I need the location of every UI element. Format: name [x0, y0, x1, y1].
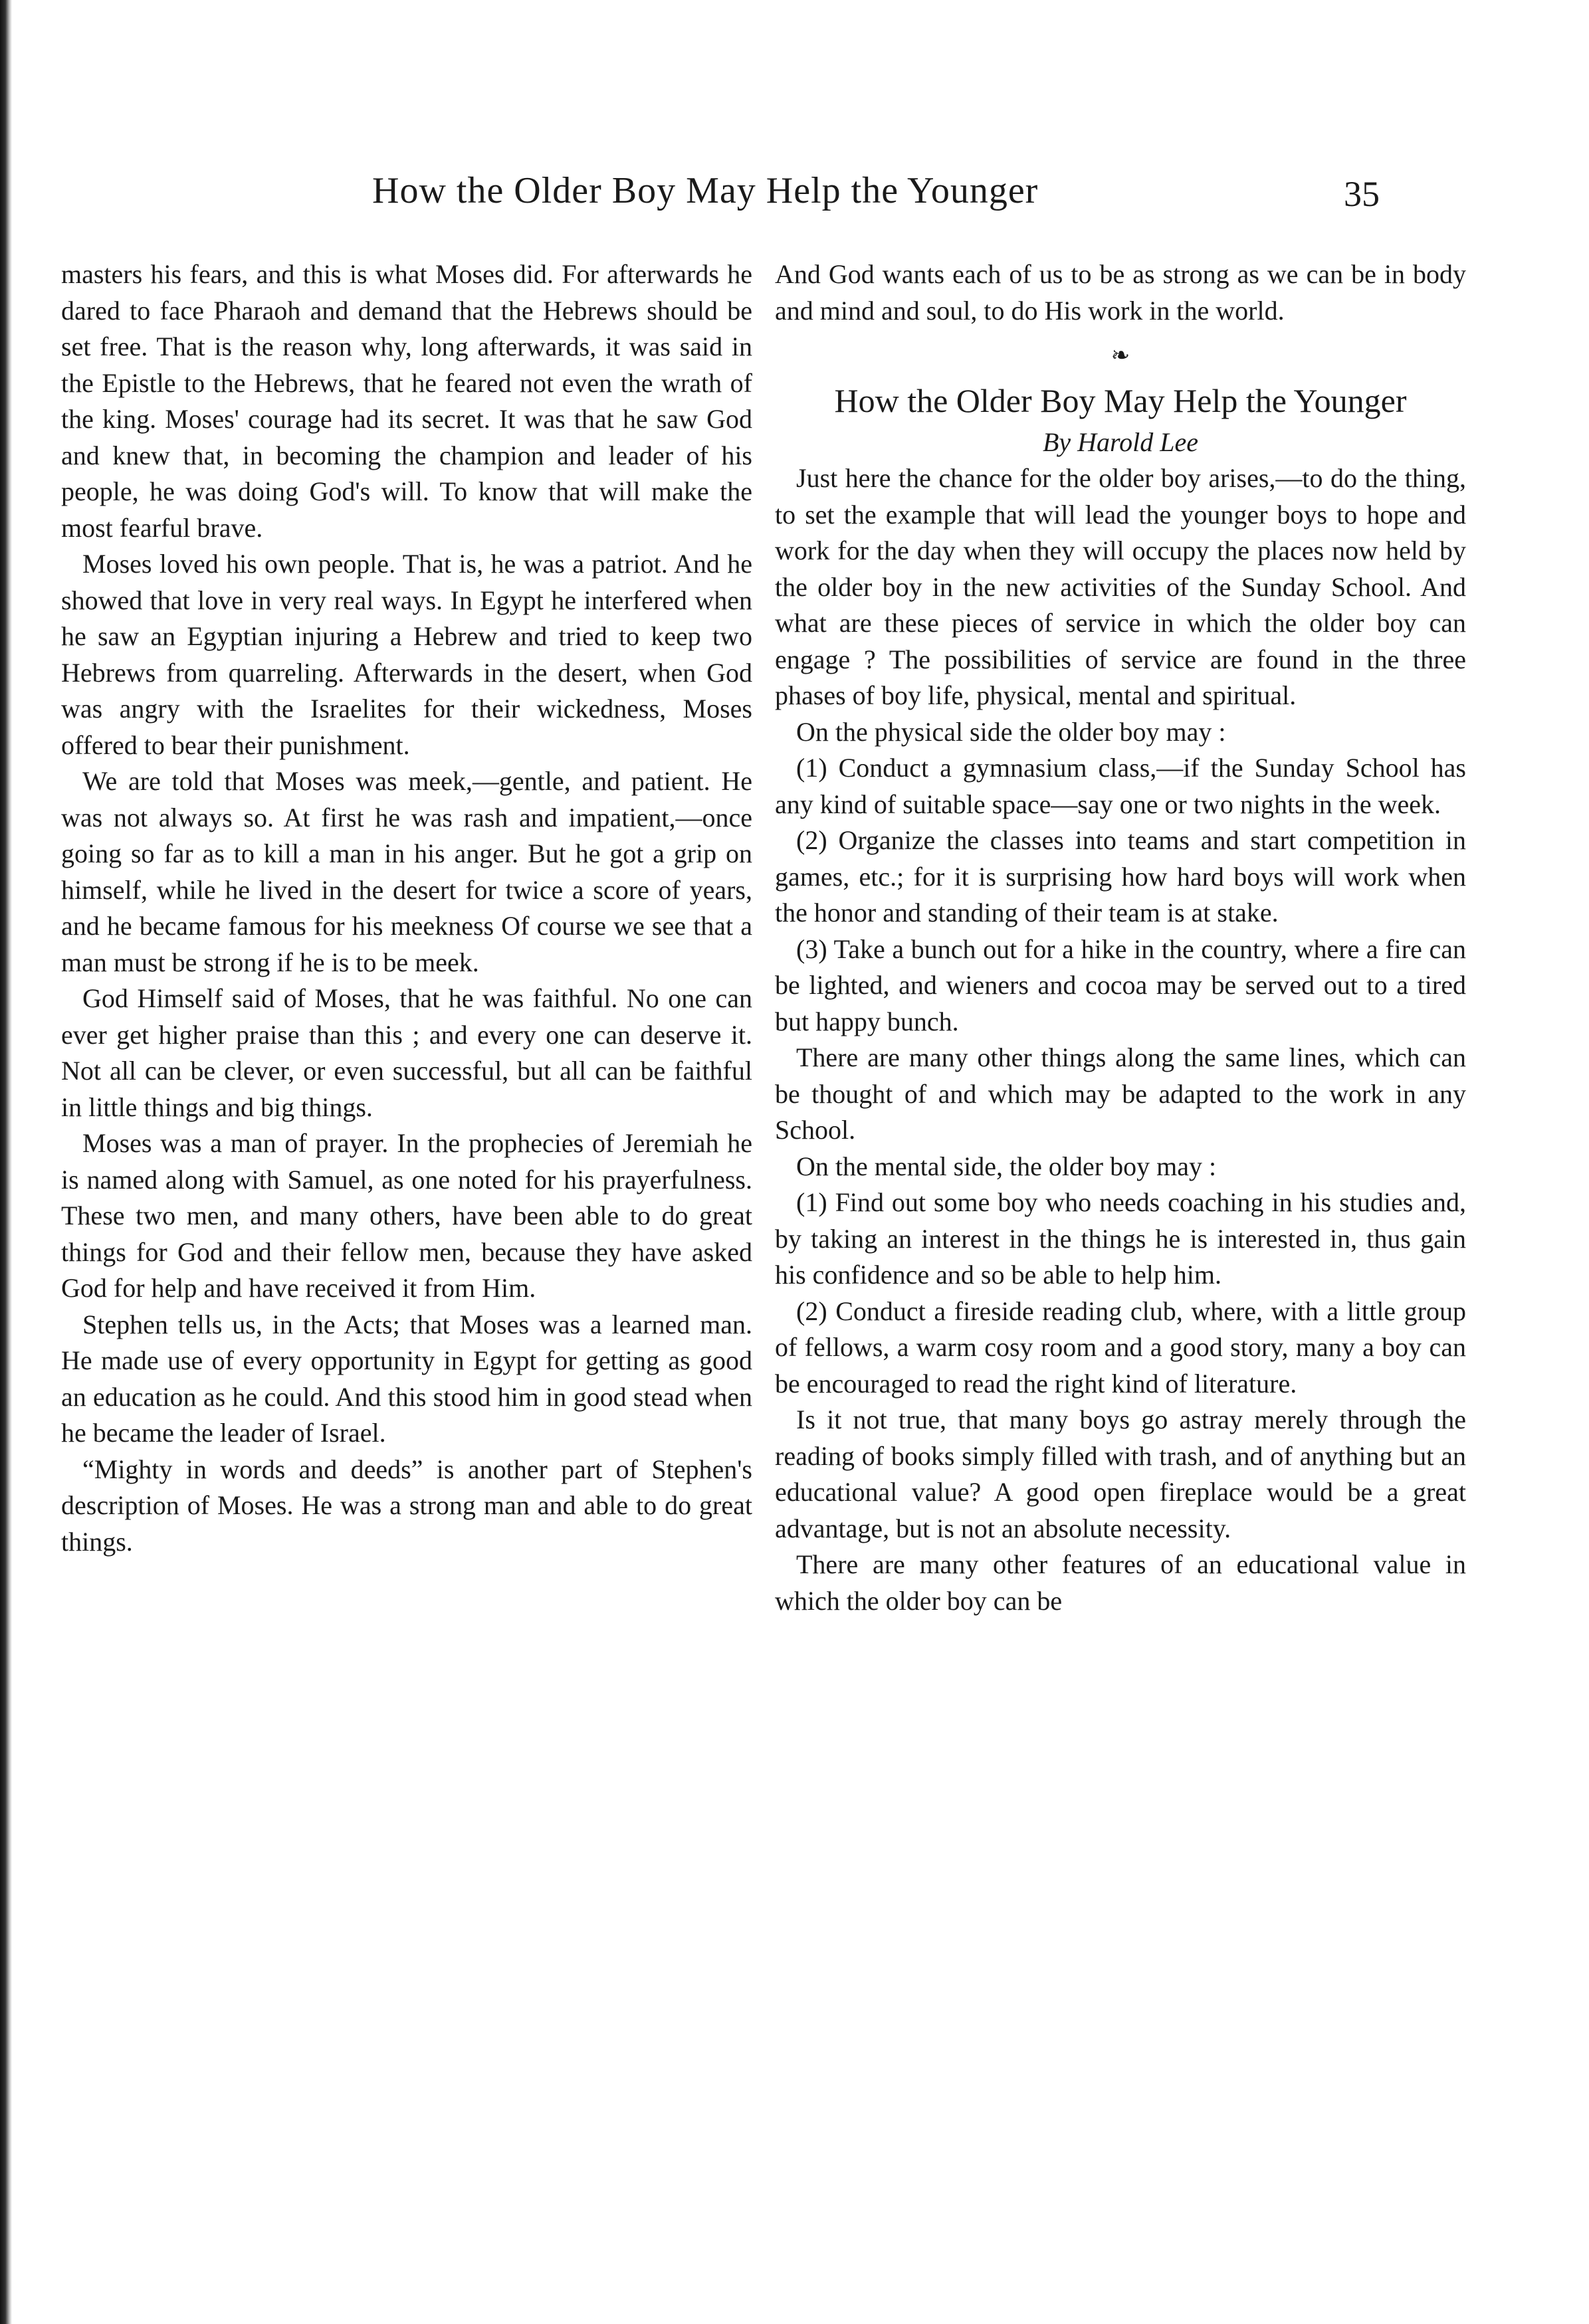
paragraph: (2) Conduct a fireside reading club, where, with a little group of fellows, a warm cosy room and a good story, many a boy can be encouraged to read the right kind of literature.: [775, 1296, 1466, 1399]
paragraph: (3) Take a bunch out for a hike in the country, where a fire can be lighted, and wieners and cocoa may be served out to a tired but happy bunch.: [775, 933, 1466, 1036]
paragraph: Moses loved his own people. That is, he was a patriot. And he showed that love in very real ways. In Egypt he interfered when he saw an Egyptian injuring a Hebrew and tried to keep two Hebrews from quarreling. Afterwards in the desert, when God was angry with the Israelites for their wickedness, Moses offered to bear their punishment.: [61, 549, 752, 760]
paragraph: On the mental side, the older boy may :: [796, 1151, 1217, 1181]
paragraph: Stephen tells us, in the Acts; that Moses was a learned man. He made use of every opportunity in Egypt for getting as good an education as he could. And this stood him in good stead when he became the leader of Israel.: [61, 1309, 752, 1448]
paragraph: There are many other things along the same lines, which can be thought of and which may be adapted to the work in any School.: [775, 1042, 1466, 1145]
paragraph: On the physical side the older boy may :: [796, 716, 1226, 747]
page-header: [0, 169, 1589, 229]
binding-edge: [0, 0, 12, 2324]
paragraph: And God wants each of us to be as strong as we can be in body and mind and soul, to do His work in the world.: [775, 259, 1466, 326]
paragraph: There are many other features of an educational value in which the older boy can be: [775, 1549, 1466, 1616]
article-title: How the Older Boy May Help the Younger: [834, 382, 1407, 419]
page-number: 35: [1344, 174, 1380, 214]
paragraph: God Himself said of Moses, that he was faithful. No one can ever get higher praise than this ; and every one can deserve it. Not all can be clever, or even successful, but all can be faithful in little things and big things.: [61, 983, 752, 1122]
byline: By Harold Lee: [1042, 427, 1199, 457]
paragraph: We are told that Moses was meek,—gentle, and patient. He was not always so. At first he was rash and impatient,—once going so far as to kill a man in his anger. But he got a grip on himself, while he lived in the desert for twice a score of years, and he became famous for his meekness Of course we see that a man must be strong if he is to be meek.: [61, 766, 752, 977]
paragraph: “Mighty in words and deeds” is another part of Stephen's description of Moses. He was a strong man and able to do great things.: [61, 1454, 752, 1557]
paragraph: (1) Find out some boy who needs coaching in his studies and, by taking an interest in the things he is interested in, thus gain his confidence and so be able to help him.: [775, 1187, 1466, 1290]
paragraph: (1) Conduct a gymnasium class,—if the Sunday School has any kind of suitable space—say one or two nights in the week.: [775, 753, 1466, 819]
paragraph: masters his fears, and this is what Moses did. For afterwards he dared to face Pharaoh and demand that the Hebrews should be set free. That is the reason why, long afterwards, it was said in the Epistle to the Hebrews, that he feared not even the wrath of the king. Moses' courage had its secret. It was that he saw God and knew that, in becoming the champion and leader of his people, he was doing God's will. To know that will make the most fearful brave.: [61, 259, 752, 543]
right-column: [775, 256, 1466, 1619]
ornament-icon: ❧: [1111, 342, 1130, 369]
left-column: [61, 256, 752, 1560]
paragraph: (2) Organize the classes into teams and start competition in games, etc.; for it is surprising how hard boys will work when the honor and standing of their team is at stake.: [775, 825, 1466, 927]
paragraph: Moses was a man of prayer. In the prophecies of Jeremiah he is named along with Samuel, as one noted for his prayerfulness. These two men, and many others, have been able to do great things for God and their fellow men, because they have asked God for help and have received it from Him.: [61, 1128, 752, 1303]
running-title: How the Older Boy May Help the Younger: [372, 170, 1039, 211]
paragraph: Is it not true, that many boys go astray merely through the reading of books simply filled with trash, and of anything but an educational value? A good open fireplace would be a great advantage, but is not an absolute necessity.: [775, 1404, 1466, 1543]
paragraph: Just here the chance for the older boy arises,—to do the thing, to set the example that will lead the younger boys to hope and work for the day when they will occupy the places now held by the older boy in the new activities of the Sunday School. And what are these pieces of service in which the older boy can engage ? The possibilities of service are found in the three phases of boy life, physical, mental and spiritual.: [775, 463, 1466, 710]
